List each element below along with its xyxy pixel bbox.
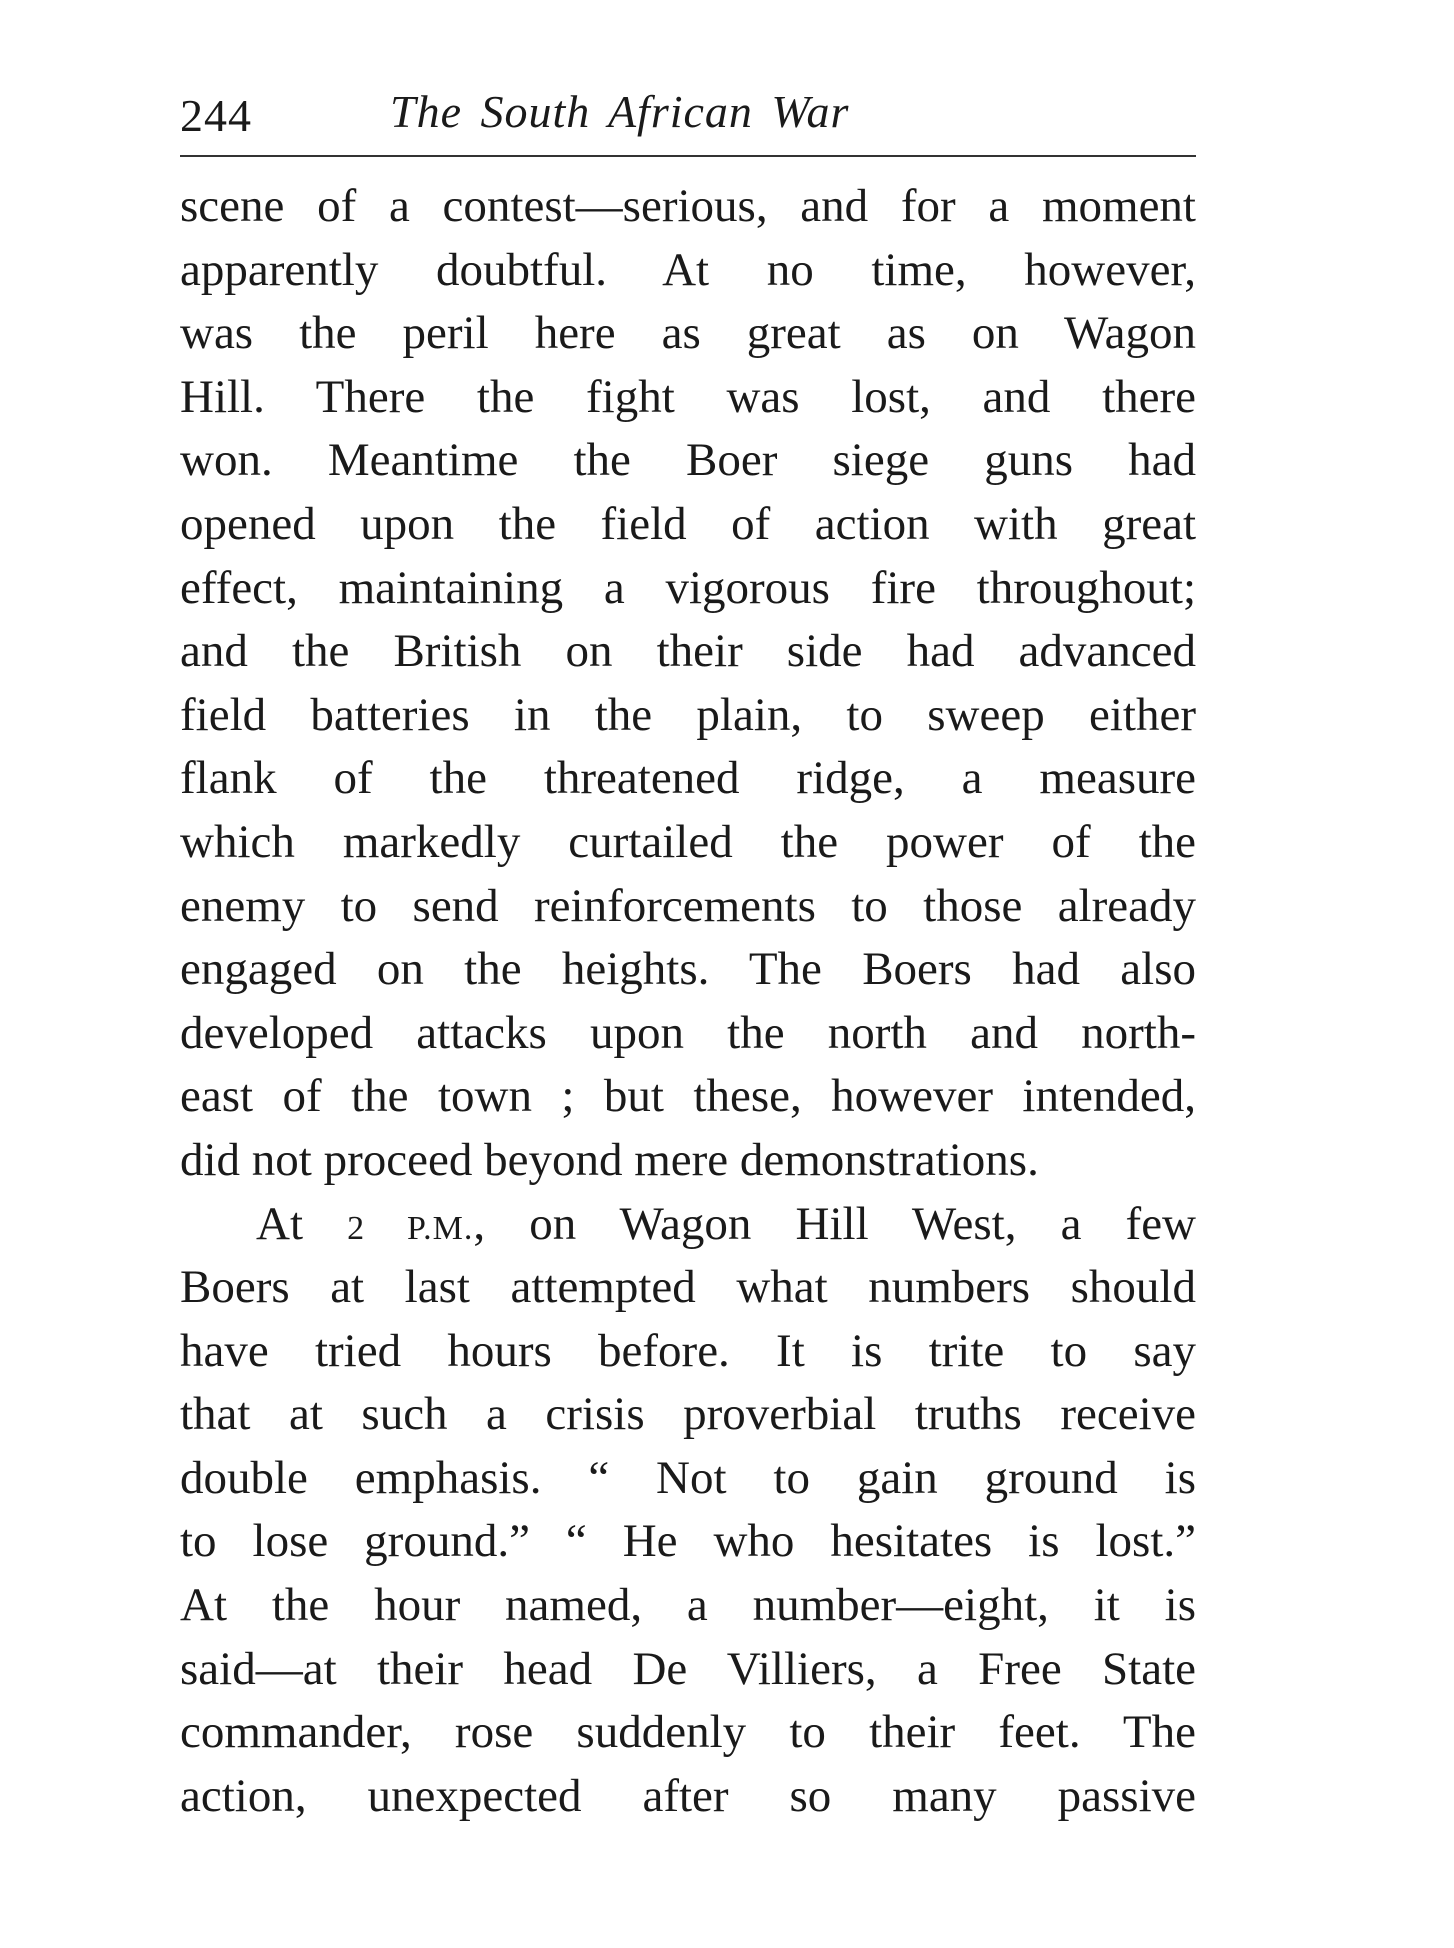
text-line: did not proceed beyond mere demonstrations.	[180, 1133, 1039, 1186]
text-line: Hill. There the fight was lost, and there	[180, 370, 1196, 423]
text-line: double emphasis. “ Not to gain ground is	[180, 1451, 1196, 1504]
text-line: said—at their head De Villiers, a Free State	[180, 1642, 1196, 1695]
text-line: scene of a contest—serious, and for a moment	[180, 180, 1196, 232]
text-line: was the peril here as great as on Wagon	[180, 307, 1196, 360]
text-line: east of the town ; but these, however intended,	[180, 1070, 1196, 1123]
time-small-caps: 2 P.M.	[347, 1209, 474, 1247]
text-line: which markedly curtailed the power of the	[180, 815, 1196, 868]
running-title: The South African War	[390, 86, 850, 137]
text-line: developed attacks upon the north and north-	[180, 1006, 1196, 1059]
text-line: commander, rose suddenly to their feet. The	[180, 1706, 1196, 1759]
text-line: to lose ground.” “ He who hesitates is lost.”	[180, 1515, 1196, 1568]
text-line: effect, maintaining a vigorous fire throughout;	[180, 561, 1196, 614]
text-line: and the British on their side had advanced	[180, 625, 1196, 678]
text-line: field batteries in the plain, to sweep either	[180, 688, 1196, 741]
page-number: 244	[180, 90, 252, 141]
text-line: won. Meantime the Boer siege guns had	[180, 434, 1196, 487]
paragraph-first-line	[180, 1193, 1196, 1257]
running-head	[180, 82, 1196, 142]
text-line: engaged on the heights. The Boers had also	[180, 943, 1196, 996]
text-fragment: , on Wagon Hill West, a few	[473, 1197, 1196, 1250]
body-text	[180, 175, 1196, 1828]
text-line: opened upon the field of action with great	[180, 497, 1196, 550]
text-line: At the hour named, a number—eight, it is	[180, 1579, 1196, 1632]
text-line: Boers at last attempted what numbers should	[180, 1261, 1196, 1314]
text-fragment: At	[256, 1197, 348, 1250]
text-line: that at such a crisis proverbial truths receive	[180, 1388, 1196, 1441]
text-line: flank of the threatened ridge, a measure	[180, 752, 1196, 805]
text-line: apparently doubtful. At no time, however,	[180, 243, 1196, 296]
header-rule	[180, 155, 1196, 157]
text-line: have tried hours before. It is trite to say	[180, 1324, 1196, 1377]
text-line: action, unexpected after so many passive	[180, 1769, 1196, 1822]
text-line: enemy to send reinforcements to those already	[180, 879, 1196, 932]
